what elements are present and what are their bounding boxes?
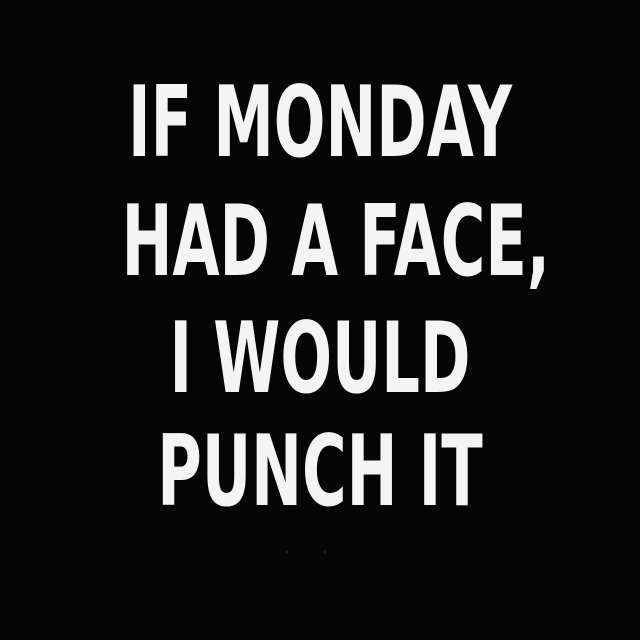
quote-line-2: HAD A FACE, bbox=[121, 185, 550, 299]
dust-speck bbox=[286, 551, 288, 553]
quote-line-3: I WOULD bbox=[169, 302, 471, 416]
dust-speck bbox=[324, 551, 326, 553]
quote-line-4: PUNCH IT bbox=[157, 415, 483, 529]
quote-line-1: IF MONDAY bbox=[128, 66, 512, 180]
